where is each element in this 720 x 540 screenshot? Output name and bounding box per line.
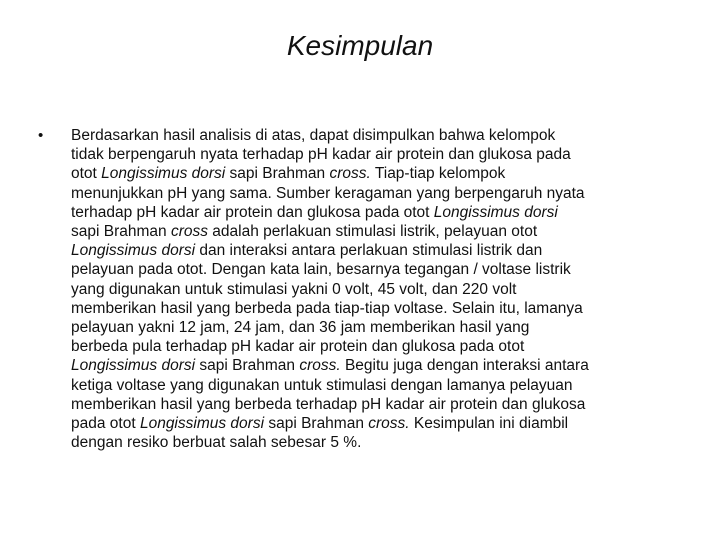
paragraph-line xyxy=(71,164,708,183)
paragraph-line xyxy=(71,337,708,356)
italic-text-run: Longissimus dorsi xyxy=(433,203,558,221)
italic-text-run: cross. xyxy=(329,165,371,183)
text-run: pelayuan pada otot. Dengan kata lain, besarnya tegangan / voltase listrik xyxy=(71,261,571,279)
text-run: sapi Brahman xyxy=(71,223,171,241)
text-run: dan interaksi antara perlakuan stimulasi listrik dan xyxy=(195,242,543,260)
bullet-icon: • xyxy=(38,127,44,144)
paragraph-line xyxy=(71,145,708,164)
slide-body xyxy=(38,126,708,452)
paragraph-line xyxy=(71,433,708,452)
paragraph-line xyxy=(71,395,708,414)
text-run: sapi Brahman xyxy=(264,415,369,433)
text-run: yang digunakan untuk stimulasi yakni 0 volt, 45 volt, dan 220 volt xyxy=(71,280,517,298)
text-run: sapi Brahman xyxy=(195,357,300,375)
paragraph-line xyxy=(71,203,708,222)
paragraph-line xyxy=(71,126,708,145)
paragraph-line xyxy=(71,376,708,395)
text-run: otot xyxy=(71,165,102,183)
text-run: Berdasarkan hasil analisis di atas, dapat disimpulkan bahwa kelompok xyxy=(71,127,556,144)
paragraph-line xyxy=(71,299,708,318)
slide-title: Kesimpulan xyxy=(286,30,434,61)
italic-text-run: Longissimus dorsi xyxy=(71,357,196,375)
paragraph-line xyxy=(71,280,708,299)
text-run: Begitu juga dengan interaksi antara xyxy=(340,357,589,375)
text-run: sapi Brahman xyxy=(225,165,330,183)
paragraph-line xyxy=(71,318,708,337)
paragraph-line xyxy=(71,184,708,203)
paragraph-line xyxy=(71,241,708,260)
text-run: menunjukkan pH yang sama. Sumber keragaman yang berpengaruh nyata xyxy=(71,184,585,202)
text-run: memberikan hasil yang berbeda terhadap pH kadar air protein dan glukosa xyxy=(71,395,586,413)
italic-text-run: cross. xyxy=(368,415,410,433)
italic-text-run: cross xyxy=(170,223,208,241)
text-run: memberikan hasil yang berbeda pada tiap-tiap voltase. Selain itu, lamanya xyxy=(71,299,583,317)
text-run: terhadap pH kadar air protein dan glukosa pada otot xyxy=(71,203,434,221)
paragraph-line xyxy=(71,414,708,433)
text-run: Tiap-tiap kelompok xyxy=(370,165,506,183)
paragraph-line xyxy=(71,260,708,279)
bullet-item xyxy=(38,126,708,452)
italic-text-run: Longissimus dorsi xyxy=(101,165,226,183)
italic-text-run: Longissimus dorsi xyxy=(139,415,265,433)
text-run: pada otot xyxy=(71,415,140,433)
italic-text-run: cross. xyxy=(299,357,341,375)
text-run: berbeda pula terhadap pH kadar air protein dan glukosa pada otot xyxy=(71,338,525,356)
conclusion-paragraph xyxy=(71,126,708,452)
italic-text-run: Longissimus dorsi xyxy=(71,242,196,260)
text-run: tidak berpengaruh nyata terhadap pH kadar air protein dan glukosa pada xyxy=(71,146,571,164)
text-run: ketiga voltase yang digunakan untuk stimulasi dengan lamanya pelayuan xyxy=(71,376,573,394)
text-run: adalah perlakuan stimulasi listrik, pelayuan otot xyxy=(208,223,538,241)
text-run: pelayuan yakni 12 jam, 24 jam, dan 36 jam memberikan hasil yang xyxy=(71,319,530,337)
paragraph-line xyxy=(71,222,708,241)
paragraph-line xyxy=(71,356,708,375)
text-run: dengan resiko berbuat salah sebesar 5 %. xyxy=(71,434,362,452)
text-run: Kesimpulan ini diambil xyxy=(409,415,569,433)
